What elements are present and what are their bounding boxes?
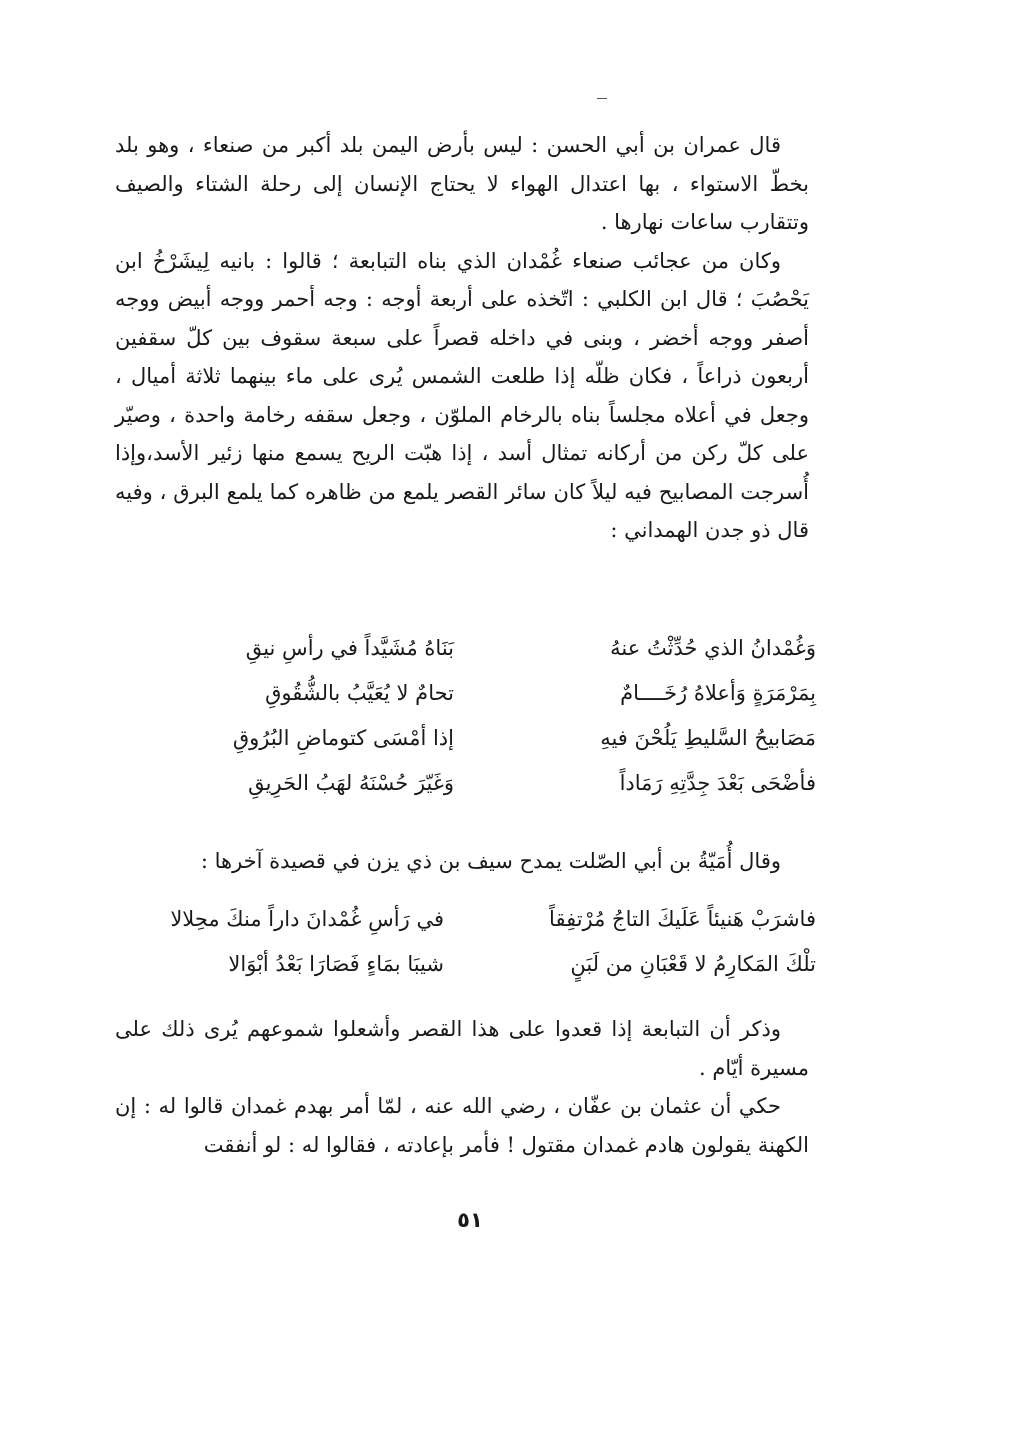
- hemistich-first: وَغُمْدانُ الذي حُدِّثْتُ عنهُ: [610, 636, 816, 660]
- text-block-bottom: [115, 1010, 809, 1164]
- text-block-top: [115, 126, 809, 550]
- verse-line: [164, 716, 816, 761]
- page-number: ٥١: [457, 1208, 483, 1232]
- poem-umayya: [120, 897, 816, 987]
- hemistich-second: وَغَيّرَ حُسْنَهُ لهَبُ الحَرِيقِ: [248, 771, 454, 795]
- hemistich-second: بَنَاهُ مُشَيَّداً في رأسِ نيقِ: [245, 636, 454, 660]
- hemistich-second: إذا أمْسَى كتوماضِ البُرُوقِ: [232, 726, 454, 750]
- hemistich-first: بِمَرْمَرَةٍ وَأعلاهُ رُخَــــامٌ: [620, 681, 816, 705]
- hemistich-first: فاشرَبْ هَنيئاً عَلَيكَ التاجُ مُرْتفِقاً: [549, 907, 816, 931]
- text-block-umayya: [115, 842, 809, 881]
- paragraph-tababia: وذكر أن التبابعة إذا قعدوا على هذا القصر وأشعلوا شموعهم يُرى ذلك على مسيرة أيّام .: [115, 1017, 809, 1080]
- verse-line: [164, 671, 816, 716]
- hemistich-second: تحامٌ لا يُعَيَّبُ بالشُّقُوقِ: [265, 681, 454, 705]
- hemistich-first: مَصَابيحُ السَّليطِ يَلُحْنَ فيهِ: [600, 726, 816, 750]
- hemistich-first: فأضْحَى بَعْدَ جِدَّتِهِ رَمَاداً: [619, 771, 816, 795]
- verse-line: [164, 626, 816, 671]
- poem-dhu-jadan: [164, 626, 816, 806]
- margin-mark: [597, 98, 607, 99]
- hemistich-first: تلْكَ المَكارِمُ لا قَعْبَانِ من لَبَنٍ: [570, 952, 816, 976]
- paragraph-uthman: حكي أن عثمان بن عفّان ، رضي الله عنه ، لمّا أمر بهدم غمدان قالوا له : إن الكهنة يقولون هادم غمدان مقتول ! فأمر بإعادته ، فقالوا له : لو أنفقت: [115, 1094, 809, 1157]
- verse-line: [164, 761, 816, 806]
- paragraph-ghumdan: وكان من عجائب صنعاء غُمْدان الذي بناه التبابعة ؛ قالوا : بانيه لِيشَرْخُ ابن يَحْصُبَ ؛ قال ابن الكلبي : اتّخذه على أربعة أوجه : وجه أحمر ووجه أبيض ووجه أصفر ووجه أخضر ، وبنى في داخله قصراً على سبعة سقوف بين كلّ سقفين أربعون ذراعاً ، فكان ظلّه إذا طلعت الشمس يُرى على ماء بينهما ثلاثة أميال ، وجعل في أعلاه مجلساً بناه بالرخام الملوّن ، وجعل سقفه رخامة واحدة ، وصيّر على كلّ ركن من أركانه تمثال أسد ، إذا هبّت الريح يسمع منها زئير الأسد،وإذا أُسرجت المصابيح فيه ليلاً كان سائر القصر يلمع من ظاهره كما يلمع البرق ، وفيه قال ذو جدن الهمداني :: [115, 248, 809, 542]
- verse-line: [120, 897, 816, 942]
- verse-line: [120, 942, 816, 987]
- paragraph-imran: قال عمران بن أبي الحسن : ليس بأرض اليمن بلد أكبر من صنعاء ، وهو بلد بخطّ الاستواء ، بها اعتدال الهواء لا يحتاج الإنسان إلى رحلة الشتاء والصيف وتتقارب ساعات نهارها .: [115, 133, 809, 234]
- hemistich-second: في رَأسِ غُمْدانَ داراً منكَ محِلالا: [170, 907, 444, 931]
- hemistich-second: شيبَا بمَاءٍ فَصَارَا بَعْدُ أبْوَالا: [228, 952, 444, 976]
- paragraph-umayya: وقال أُمَيّةُ بن أبي الصّلت يمدح سيف بن ذي يزن في قصيدة آخرها :: [200, 849, 781, 873]
